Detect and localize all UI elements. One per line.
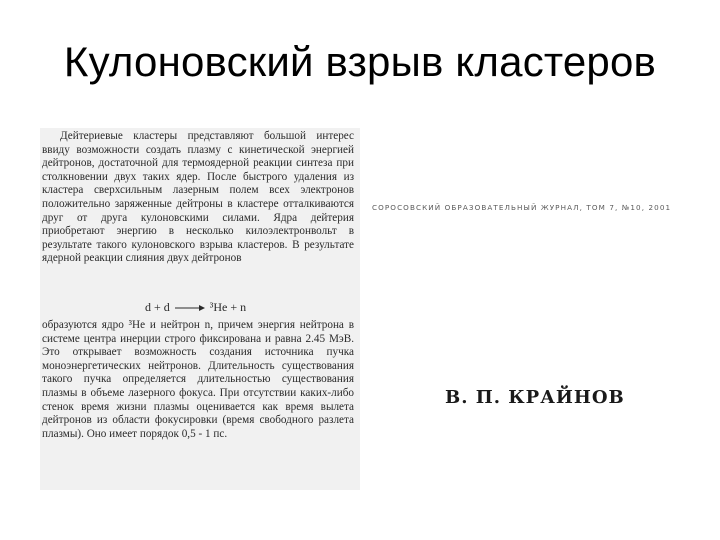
arrow-icon [175, 304, 205, 312]
equation-left: d + d [145, 300, 170, 314]
article-paragraph-2: образуются ядро ³He и нейтрон n, причем энергия нейтрона в системе центра инерции строго фиксирована и равна 2.45 МэВ. Это открывает возможность создания источника пучка моноэнергетических нейтронов. Длительность существования такого пучка определяется длительностью существования плазмы в объеме лазерного фокуса. При отсутствии каких-либо стенок время жизни плазмы оценивается как время вылета дейтронов из области фокусировки (время свободного разлета плазмы). Оно имеет порядок 0,5 - 1 пс. [42, 319, 354, 440]
article-paragraph-1: Дейтериевые кластеры представляют большой интерес ввиду возможности создать плазму с кинетической энергией дейтронов, достаточной для термоядерной реакции синтеза при столкновении двух таких ядер. После быстрого удаления из кластера сверхсильным лазерным полем всех электронов положительно заряженные дейтроны в кластере отталкиваются друг от друга кулоновскими силами. Ядра дейтерия приобретают энергию в несколько килоэлектронвольт в результате такого кулоновского взрыва кластеров. В результате ядерной реакции слияния двух дейтронов [42, 130, 354, 265]
equation-right: ³He + n [209, 300, 247, 314]
slide-title: Кулоновский взрыв кластеров [63, 38, 657, 85]
article-author: В. П. КРАЙНОВ [445, 387, 625, 408]
journal-header: СОРОСОВСКИЙ ОБРАЗОВАТЕЛЬНЫЙ ЖУРНАЛ, ТОМ 7, №10, 2001 [372, 203, 672, 212]
reaction-equation [145, 300, 246, 315]
